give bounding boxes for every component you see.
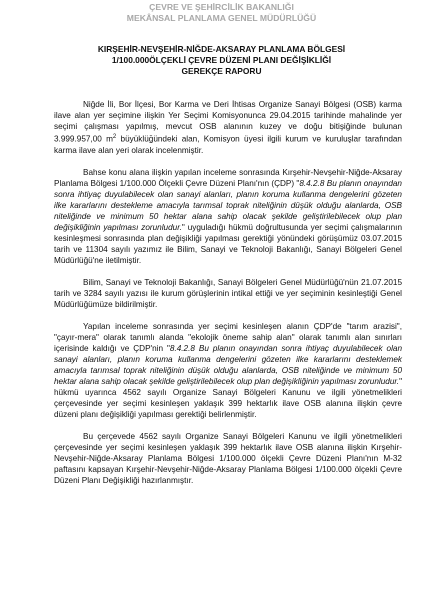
paragraph-4: [54, 321, 402, 420]
paragraph-4-text-end: " hükmü uyarınca 4562 sayılı Organize Sanayi Bölgeleri Kanunu ve ilgili yönetmelikleri çerçevesinde yer seçimi kesinleşen yaklaşık 399 hektarlık ilave OSB alanına ilişkin çevre düzeni planı değişikliği yapılması gerektiği belirlenmiştir.: [54, 376, 402, 419]
plan-provision-quote: 8.4.2.8 Bu planın onayından sonra ihtiyaç duyulabilecek olan sanayi alanları, planın koruma kullanma dengelerini gözeten ilke kararlarını destekleme amacıyla tarımsal toprak niteliğinin düşük olduğu alanlarda, OSB niteliğinde ve minimum 50 hektar alana sahip olacak şekilde geliştirilebilecek olup plan değişikliğinin yapılması zorunludur.: [54, 178, 402, 232]
ministry-name: ÇEVRE VE ŞEHİRCİLİK BAKANLIĞI: [149, 2, 294, 12]
paragraph-4-text: Yapılan inceleme sonrasında yer seçimi kesinleşen alanın ÇDP'de "tarım arazisi", "çayır-mera" olarak tanımlı alanda "ekolojik öneme sahip alan" olarak tanımlı alan sınırları içerisinde kaldığı ve ÇDP'nin ": [54, 321, 402, 353]
paragraph-3: Bilim, Sanayi ve Teknoloji Bakanlığı, Sanayi Bölgeleri Genel Müdürlüğü'nün 21.07.2015 tarih ve 3284 sayılı yazısı ile kurum görüşlerinin intikal ettiği ve yer seçiminin kesinleştiği Genel Müdürlüğümüze bildirilmiştir.: [54, 277, 402, 309]
document-body: [0, 99, 443, 486]
paragraph-2-text: Bahse konu alana ilişkin yapılan inceleme sonrasında Kırşehir-Nevşehir-Niğde-Aksaray Planlama Bölgesi 1/100.000 Ölçekli Çevre Düzeni Planı'nın (ÇDP) ": [54, 167, 402, 188]
title-line-1: KIRŞEHİR-NEVŞEHİR-NİĞDE-AKSARAY PLANLAMA BÖLGESİ: [97, 44, 346, 54]
paragraph-1-text: Niğde İli, Bor İlçesi, Bor Karma ve Deri İhtisas Organize Sanayi Bölgesi (OSB) karma ilave alan yer seçimine ilişkin Yer Seçimi Komisyonunca 29.04.2015 tarihinde mahalinde yer seçimi çalışması yapılmış, mevcut OSB alanının kuzey ve doğu bitişiğinde bulunan 3.999.957,00 m: [54, 100, 402, 144]
title-line-2: 1/100.000ÖLÇEKLİ ÇEVRE DÜZENİ PLANI DEĞİŞİKLİĞİ: [111, 55, 332, 65]
title-line-3: GEREKÇE RAPORU: [181, 66, 262, 76]
paragraph-1-text-end: büyüklüğündeki alan, Komisyon üyesi ilgili kurum ve kuruluşlar tarafından karma ilave alan yeri olarak incelenmiştir.: [54, 134, 402, 155]
document-title: [0, 44, 443, 77]
directorate-name: MEKÂNSAL PLANLAMA GENEL MÜDÜRLÜĞÜ: [126, 13, 317, 23]
paragraph-2-text-end: " uyguladığı hükmü doğrultusunda yer seçimi çalışmalarının kesinleşmesi sonrasında plan değişikliği yapılması gerektiği yönündeki görüşümüz 03.07.2015 tarih ve 11304 sayılı yazımız ile Bilim, Sanayi ve Teknoloji Bakanlığı, Sanayi Bölgeleri Genel Müdürlüğü'ne iletilmiştir.: [54, 222, 402, 265]
paragraph-1: [54, 99, 402, 156]
letterhead: [0, 0, 443, 24]
area-unit-superscript: 2: [112, 134, 117, 140]
paragraph-5: Bu çerçevede 4562 sayılı Organize Sanayi Bölgeleri Kanunu ve ilgili yönetmelikleri çerçevesinde yer seçimi kesinleşen yaklaşık 399 hektarlık ilave OSB alanına ilişkin Kırşehir-Nevşehir-Niğde-Aksaray Planlama Bölgesi 1/100.000 ölçekli Çevre Düzeni Planı'nın M-32 paftasını kapsayan Kırşehir-Nevşehir-Niğde-Aksaray Planlama Bölgesi 1/100.000 ölçekli Çevre Düzeni Planı Değişikliği hazırlanmıştır.: [54, 431, 402, 485]
plan-provision-quote-2: 8.4.2.8 Bu planın onayından sonra ihtiyaç duyulabilecek olan sanayi alanları, planın koruma kullanma dengelerini gözeten ilke kararlarını desteklemek amacıyla tarımsal toprak niteliğinin düşük olduğu alanlarda, OSB niteliğinde ve minimum 50 hektar alana sahip olacak şekilde geliştirilebilecek olup plan değişikliğinin yapılması zorunludur.: [54, 343, 403, 386]
paragraph-2: [54, 167, 402, 266]
